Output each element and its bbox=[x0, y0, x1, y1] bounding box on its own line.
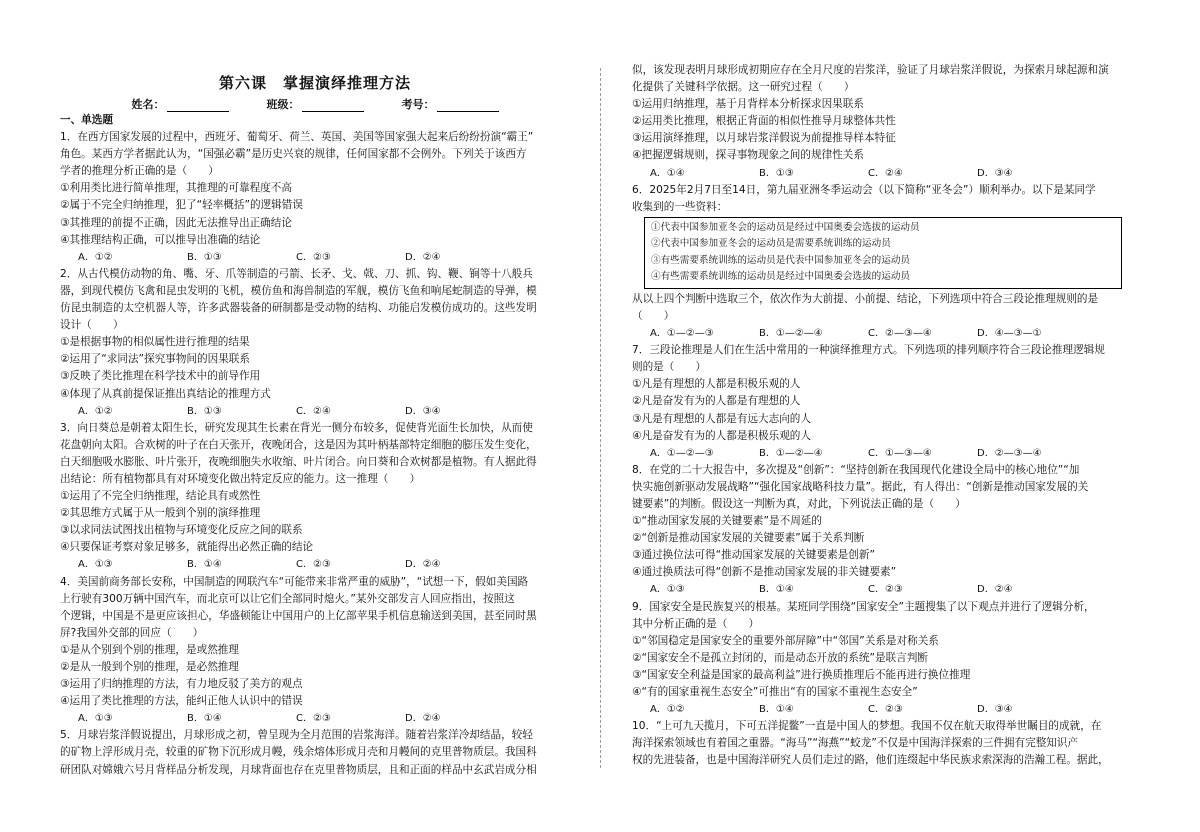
material-line: ④有些需要系统训练的运动员是经过中国奥委会选拔的运动员 bbox=[651, 271, 911, 283]
answer-option[interactable]: B．①④ bbox=[759, 704, 794, 716]
question bbox=[60, 574, 570, 728]
question-stem-line: 设计（ ） bbox=[60, 319, 124, 332]
answer-option[interactable]: B．①③ bbox=[759, 167, 794, 179]
material-line: ③有些需要系统训练的运动员是代表中国参加亚冬会的运动员 bbox=[651, 254, 911, 266]
right-column bbox=[632, 0, 1142, 832]
question-stem-line: （ ） bbox=[632, 309, 675, 322]
question-stem-line: 的矿物上浮形成月壳，较重的矿物下沉形成月幔，残余熔体形成月壳和月幔间的克里普物质层。我国科 bbox=[60, 746, 537, 759]
question-stem-line: 4．美国前商务部长安称，中国制造的网联汽车“可能带来非常严重的威胁”，“试想一下，假如美国路 bbox=[60, 575, 529, 588]
statement-item: ②是从一般到个别的推理，是必然推理 bbox=[60, 661, 239, 673]
answer-options bbox=[632, 581, 1142, 598]
statement-item: ④凡是奋发有为的人都是积极乐观的人 bbox=[632, 429, 811, 442]
question-stem-line: 出结论：所有植物都具有对环境变化做出特定反应的能力。这一推理（ ） bbox=[60, 472, 421, 485]
statement-item: ②凡是奋发有为的人都是有理想的人 bbox=[632, 395, 801, 408]
answer-option[interactable]: B．①④ bbox=[187, 559, 222, 571]
question bbox=[632, 599, 1142, 719]
statement-item: ②“创新是推动国家发展的关键要素”属于关系判断 bbox=[632, 532, 865, 545]
answer-option[interactable]: A．①④ bbox=[650, 167, 685, 179]
statement-item: ①运用归纳推理，基于月背样本分析探求因果联系 bbox=[632, 98, 864, 111]
statement-item: ①“推动国家发展的关键要素”是不周延的 bbox=[632, 515, 822, 528]
question-stem-line: 3．向日葵总是朝着太阳生长，研究发现其生长素在背光一侧分布较多，促使背光面生长加快，从而使 bbox=[60, 421, 533, 434]
answer-option[interactable]: C．②③ bbox=[296, 713, 331, 725]
answer-option[interactable]: D．②④ bbox=[405, 713, 441, 725]
statement-item: ③运用演绎推理，以月球岩浆洋假说为前提推导样本特征 bbox=[632, 132, 896, 145]
statement-item: ③反映了类比推理在科学技术中的前导作用 bbox=[60, 370, 261, 383]
answer-option[interactable]: B．①③ bbox=[187, 251, 222, 263]
question bbox=[60, 727, 570, 778]
question-stem-line: 化提供了关键科学依据。这一研究过程（ ） bbox=[632, 81, 855, 94]
name-blank[interactable] bbox=[167, 100, 229, 112]
statement-item: ③“国家安全利益是国家的最高利益”进行换质推理后不能再进行换位推理 bbox=[632, 668, 971, 681]
statement-item: ②其思维方式属于从一般到个别的演绎推理 bbox=[60, 507, 261, 520]
answer-option[interactable]: B．①③ bbox=[187, 405, 222, 417]
answer-option[interactable]: A．①③ bbox=[650, 584, 685, 596]
statement-item: ④其推理结构正确，可以推导出准确的结论 bbox=[60, 233, 261, 246]
question-stem-line: 研团队对嫦娥六号月背样品分析发现，月球背面也存在克里普物质层，且和正面的样品中玄武岩成分相 bbox=[60, 763, 537, 776]
student-info-row bbox=[60, 96, 570, 112]
answer-option[interactable]: A．①② bbox=[78, 405, 113, 417]
statement-item: ④运用了类比推理的方法，能纠正他人认识中的错误 bbox=[60, 695, 303, 708]
question-stem-line: 上行驶有300万辆中国汽车，而北京可以让它们全部同时熄火。”某外交部发言人回应指出，按照这 bbox=[60, 592, 515, 605]
question-stem-line: 5．月球岩浆洋假说提出，月球形成之初，曾呈现为全月范围的岩浆海洋。随着岩浆洋冷却结晶，较轻 bbox=[60, 729, 533, 742]
left-column bbox=[60, 0, 570, 832]
section-heading: 一、单选题 bbox=[60, 114, 113, 126]
name-label: 姓名： bbox=[131, 98, 165, 111]
statement-item: ③凡是有理想的人都是有远大志向的人 bbox=[632, 412, 811, 425]
question-stem-line: 从以上四个判断中选取三个，依次作为大前提、小前提、结论，下列选项中符合三段论推理规则的是 bbox=[632, 292, 1099, 305]
question-stem-line: 似，该发现表明月球形成初期应存在全月尺度的岩浆洋，验证了月球岩浆洋假说，为探索月球起源和演 bbox=[632, 64, 1109, 76]
question-stem-line: 仿昆虫制造的太空机器人等，许多武器装备的研制都是受动物的结构、功能启发模仿成功的。这些发明 bbox=[60, 302, 537, 315]
statement-item: ①“邻国稳定是国家安全的重要外部屏障”中“邻国”关系是对称关系 bbox=[632, 634, 939, 647]
question-stem-line: 7．三段论推理是人们在生活中常用的一种演绎推理方式。下列选项的排列顺序符合三段论推理逻辑规 bbox=[632, 344, 1105, 357]
page-title: 第六课 掌握演绎推理方法 bbox=[218, 74, 411, 92]
answer-options bbox=[632, 445, 1142, 462]
statement-item: ③以求同法试图找出植物与环境变化反应之间的联系 bbox=[60, 524, 303, 537]
answer-option[interactable]: C．②④ bbox=[296, 405, 331, 417]
statement-item: ①利用类比进行简单推理，其推理的可靠程度不高 bbox=[60, 182, 292, 195]
question-stem-line: 权的先进装备，也是中国海洋研究人员们走过的路，他们连缀起中华民族求索深海的浩瀚工程。据此， bbox=[632, 754, 1109, 767]
answer-option[interactable]: B．①④ bbox=[759, 584, 794, 596]
statement-item: ④通过换质法可得“创新不是推动国家发展的非关键要素” bbox=[632, 566, 897, 579]
question bbox=[60, 129, 570, 266]
statement-item: ②“国家安全不是孤立封闭的，而是动态开放的系统”是联言判断 bbox=[632, 651, 928, 664]
question-stem-line: 10．“上可九天揽月，下可五洋捉鳖”一直是中国人的梦想。我国不仅在航天取得举世瞩目的成就，在 bbox=[632, 720, 1102, 733]
answer-option[interactable]: B．①④ bbox=[187, 713, 222, 725]
answer-option[interactable]: D．②—③—④ bbox=[977, 447, 1042, 459]
answer-option[interactable]: A．①—②—③ bbox=[650, 447, 714, 459]
question-stem-line: 2．从古代模仿动物的角、嘴、牙、爪等制造的弓箭、长矛、戈、戟、刀、抓、钩、鞭、锏等十八般兵 bbox=[60, 267, 533, 280]
statement-item: ①运用了不完全归纳推理，结论具有或然性 bbox=[60, 490, 261, 503]
name-field[interactable] bbox=[132, 96, 229, 112]
answer-options bbox=[60, 556, 570, 573]
left-questions bbox=[60, 112, 570, 779]
statement-item: ①是根据事物的相似属性进行推理的结果 bbox=[60, 336, 250, 349]
answer-options bbox=[632, 325, 1142, 342]
answer-option[interactable]: A．①③ bbox=[78, 713, 113, 725]
question bbox=[60, 420, 570, 574]
right-questions bbox=[632, 62, 1142, 769]
question bbox=[632, 462, 1142, 599]
question bbox=[632, 182, 1142, 342]
answer-options bbox=[632, 701, 1142, 718]
question bbox=[60, 266, 570, 420]
statement-item: ④“有的国家重视生态安全”可推出“有的国家不重视生态安全” bbox=[632, 686, 918, 698]
answer-option[interactable]: D．④—③—① bbox=[977, 328, 1042, 340]
class-blank[interactable] bbox=[302, 100, 364, 112]
question-stem-line: 屏?我国外交部的回应（ ） bbox=[60, 626, 204, 639]
statement-item: ④只要保证考察对象足够多，就能得出必然正确的结论 bbox=[60, 541, 314, 554]
question bbox=[632, 62, 1142, 182]
question-stem-line: 9．国家安全是民族复兴的根基。某班同学围绕“国家安全”主题搜集了以下观点并进行了逻辑分析， bbox=[632, 600, 1095, 613]
answer-option[interactable]: C．①—③—④ bbox=[868, 447, 932, 459]
question-stem-line: 花盘朝向太阳。合欢树的叶子在白天张开，夜晚闭合，这是因为其叶柄基部特定细胞的膨压发生变化， bbox=[60, 438, 537, 451]
question-stem-line: 器，到现代模仿飞禽和昆虫发明的飞机，模仿鱼和海兽制造的军舰，模仿飞鱼和响尾蛇制造的导弹，模 bbox=[60, 284, 537, 297]
answer-options bbox=[60, 249, 570, 266]
question-stem-line: 6．2025年2月7日至14日，第九届亚洲冬季运动会（以下简称“亚冬会”）顺利举办。以下是某同学 bbox=[632, 183, 1096, 196]
exam-blank[interactable] bbox=[437, 100, 499, 112]
question-stem-line: 8．在党的二十大报告中，多次提及“创新”：“坚持创新在我国现代化建设全局中的核心地位”“加 bbox=[632, 463, 1080, 476]
answer-option[interactable]: C．②③ bbox=[296, 251, 331, 263]
answer-option[interactable]: D．③④ bbox=[977, 704, 1013, 716]
answer-option[interactable]: D．③④ bbox=[405, 405, 441, 417]
answer-options bbox=[60, 403, 570, 420]
statement-item: ②运用了“求同法”探究事物间的因果联系 bbox=[60, 353, 250, 366]
answer-option[interactable]: C．②④ bbox=[868, 167, 903, 179]
class-label: 班级： bbox=[266, 98, 300, 111]
question bbox=[632, 718, 1142, 769]
statement-item: ④体现了从真前提保证推出真结论的推理方式 bbox=[60, 387, 271, 400]
question-stem-line: 学者的推理分析正确的是（ ） bbox=[60, 165, 219, 178]
answer-option[interactable]: A．①② bbox=[650, 704, 685, 716]
statement-item: ③其推理的前提不正确，因此无法推导出正确结论 bbox=[60, 216, 292, 229]
question-stem-line: 键要素”的判断。假设这一判断为真，对此，下列说法正确的是（ ） bbox=[632, 497, 966, 510]
answer-option[interactable]: A．①② bbox=[78, 251, 113, 263]
exam-label: 考号： bbox=[401, 98, 435, 111]
column-divider bbox=[600, 68, 601, 768]
answer-option[interactable]: C．②③ bbox=[868, 584, 903, 596]
answer-options bbox=[632, 165, 1142, 182]
answer-option[interactable]: C．②—③—④ bbox=[868, 328, 932, 340]
question-stem-line: 白天细胞吸水膨胀、叶片张开，夜晚细胞失水收缩、叶片闭合。向日葵和合欢树都是植物。有人据此得 bbox=[60, 455, 537, 468]
statement-item: ③通过换位法可得“推动国家发展的关键要素是创新” bbox=[632, 549, 875, 562]
question-stem-line: 快实施创新驱动发展战略”“强化国家战略科技力量”。据此，有人得出：“创新是推动国家发展的关 bbox=[632, 480, 1089, 493]
material-line: ①代表中国参加亚冬会的运动员是经过中国奥委会选拔的运动员 bbox=[651, 221, 920, 233]
answer-option[interactable]: D．②④ bbox=[405, 251, 441, 263]
statement-item: ②运用类比推理，根据正背面的相似性推导月球整体共性 bbox=[632, 115, 896, 128]
answer-option[interactable]: A．①③ bbox=[78, 559, 113, 571]
exam-number-field[interactable] bbox=[402, 96, 499, 112]
answer-option[interactable]: B．①—②—④ bbox=[759, 328, 823, 340]
class-field[interactable] bbox=[267, 96, 364, 112]
statement-item: ④把握逻辑规则，探寻事物现象之间的规律性关系 bbox=[632, 149, 864, 162]
question bbox=[632, 342, 1142, 462]
question-stem-line: 1．在西方国家发展的过程中，西班牙、葡萄牙、荷兰、英国、美国等国家强大起来后纷纷扮演“霸王” bbox=[60, 131, 534, 144]
question-stem-line: 海洋探索领域也有着国之重器。“海马”“海燕”“蛟龙”不仅是中国海洋探索的三件拥有完整知识产 bbox=[632, 737, 1079, 750]
answer-option[interactable]: B．①—②—④ bbox=[759, 447, 823, 459]
answer-option[interactable]: C．②③ bbox=[868, 704, 903, 716]
statement-item: ①是从个别到个别的推理，是或然推理 bbox=[60, 643, 239, 656]
material-box bbox=[644, 217, 1122, 289]
answer-options bbox=[60, 710, 570, 727]
answer-option[interactable]: D．②④ bbox=[405, 559, 441, 571]
statement-item: ③运用了归纳推理的方法，有力地反驳了美方的观点 bbox=[60, 678, 303, 691]
statement-item: ②属于不完全归纳推理，犯了“轻率概括”的逻辑错误 bbox=[60, 199, 303, 212]
answer-option[interactable]: C．②③ bbox=[296, 559, 331, 571]
answer-option[interactable]: D．②④ bbox=[977, 584, 1013, 596]
question-stem-line: 收集到的一些资料： bbox=[632, 200, 728, 213]
answer-option[interactable]: D．③④ bbox=[977, 167, 1013, 179]
statement-item: ①凡是有理想的人都是积极乐观的人 bbox=[632, 378, 801, 391]
question-stem-line: 则的是（ ） bbox=[632, 361, 707, 374]
question-stem-line: 其中分析正确的是（ ） bbox=[632, 617, 760, 630]
question-stem-line: 个逻辑，中国是不是更应该担心，华盛顿能让中国用户的上亿部苹果手机信息输送到美国，甚至同时黑 bbox=[60, 609, 537, 622]
answer-option[interactable]: A．①—②—③ bbox=[650, 328, 714, 340]
question-stem-line: 角色。某西方学者据此认为，“国强必霸”是历史兴衰的规律，任何国家都不会例外。下列关于该西方 bbox=[60, 148, 527, 161]
material-line: ②代表中国参加亚冬会的运动员是需要系统训练的运动员 bbox=[651, 238, 891, 250]
